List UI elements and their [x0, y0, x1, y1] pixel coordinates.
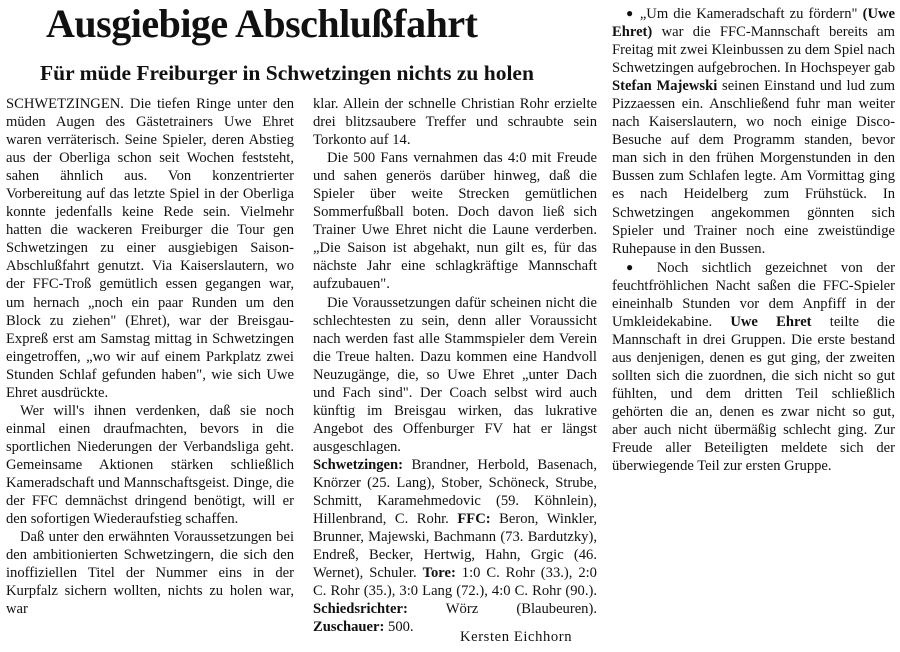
- referee-label: Schiedsrichter:: [313, 601, 408, 618]
- paragraph: Daß unter den erwähnten Voraussetzungen bei den ambitionierten Schwetzingern, die sich den inoffiziellen Titel der Nummer eins in der Kurpfalz sichern wollten, nichts zu holen war, war: [6, 529, 294, 618]
- spectators-label: Zuschauer:: [313, 619, 385, 636]
- sidebar-paragraph: [612, 4, 895, 258]
- referee: Wörz (Blaubeuren).: [445, 601, 597, 618]
- paragraph-continued: klar. Allein der schnelle Christian Rohr erzielte drei blitzsaubere Treffer und schraubte sein Torkonto auf 14.: [313, 96, 597, 149]
- match-facts: [313, 456, 597, 636]
- bullet-icon: ●: [626, 6, 635, 20]
- paragraph: Wer will's ihnen verdenken, daß sie noch einmal einen draufmachten, bevors in die sportlichen Niederungen der Verbandsliga geht. Gemeinsame Aktionen stärken schließlich Kameradschaft und Mannschaftsgeist. Dinge, die der FFC demnächst dringend benötigt, will er den sofortigen Wiederaufstieg schaffen.: [6, 402, 294, 528]
- article-column-3-sidebar: [612, 4, 895, 475]
- lineup-away: Beron, Winkler, Brunner, Majewski, Bachmann (73. Bardutzky), Endreß, Becker, Hertwig, Hahn, Grgic (46. Wernet), Schuler.: [313, 511, 597, 582]
- article-subheadline: Für müde Freiburger in Schwetzingen nichts zu holen: [40, 61, 534, 85]
- sidebar-text: teilte die Mannschaft in drei Gruppen. Die erste bestand aus denjenigen, denen es gut ging, der zweiten sollten sich die zuordnen, die sich nicht so gut fühlten, und dem dritten Teil schließlich gehörten die an, denen es zwar nicht so gut, aber auch nicht übermäßig schlecht ging. Zur Freude aller Beteiligten meldete sich der überwiegende Teil zur ersten Gruppe.: [612, 313, 895, 475]
- sidebar-text: war die FFC-Mannschaft bereits am Freitag mit zwei Kleinbussen zu dem Spiel nach Schwetzingen aufgebrochen. In Hochspeyer gab: [612, 24, 896, 77]
- sidebar-text: seinen Einstand und lud zum Pizzaessen ein. Anschließend fuhr man weiter nach Kaiserslautern, wo noch einige Disco-Besuche auf dem Programm standen, bevor man sich in den frühen Morgenstunden in den Bussen zum Schlafen legte. Am Vormittag ging es nach Heidelberg zum Frühstück. In Schwetzingen angekommen gönnten sich Spieler und Trainer noch eine zweistündige Ruhepause in den Bussen.: [612, 78, 895, 257]
- sidebar-text: Noch sichtlich gezeichnet von der feuchtfröhlichen Nacht saßen die FFC-Spieler eineinhalb Stunden vor dem Anpfiff in der Umkleidekabine.: [612, 259, 895, 330]
- goals-label: Tore:: [422, 565, 456, 582]
- person-name: (Uwe Ehret): [612, 6, 895, 41]
- goals: 1:0 C. Rohr (33.), 2:0 C. Rohr (35.), 3:0 Lang (72.), 4:0 C. Rohr (90.).: [313, 565, 597, 600]
- bullet-icon: ●: [626, 259, 644, 274]
- article-column-2: [313, 95, 597, 636]
- lineup-label-away: FFC:: [457, 511, 491, 528]
- article-headline: Ausgiebige Abschlußfahrt: [46, 1, 478, 46]
- quote: „Um die Kameradschaft zu fördern": [639, 6, 858, 22]
- paragraph: Die Voraussetzungen dafür scheinen nicht die schlechtesten zu sein, denn aller Voraussicht nach werden fast alle Stammspieler dem Verein die Treue halten. Dazu kommen eine Handvoll Neuzugänge, die, so Uwe Ehret „unter Dach und Fach sind". Der Coach selbst wird auch künftig im Breisgau wirken, das lukrative Angebot des Offenburger FV hat er längst ausgeschlagen.: [313, 294, 597, 455]
- paragraph: Die 500 Fans vernahmen das 4:0 mit Freude und sahen generös darüber hinweg, daß die Spieler über weite Strecken gemütlichen Sommerfußball boten. Doch davon ließ sich Trainer Uwe Ehret nicht die Laune verderben. „Die Saison ist abgehakt, nun gilt es, für das nächste Jahr eine schlagkräftige Mannschaft aufzubauen".: [313, 150, 597, 293]
- person-name: Uwe Ehret: [730, 313, 812, 330]
- author-byline: Kersten Eichhorn: [460, 629, 573, 645]
- article-column-1: [6, 95, 294, 618]
- spectators: 500.: [388, 619, 414, 636]
- sidebar-paragraph: [612, 258, 895, 476]
- person-name: Stefan Majewski: [612, 78, 718, 95]
- lineup-home: Brandner, Herbold, Basenach, Knörzer (25. Lang), Stober, Schöneck, Strube, Schmitt, Karamehmedovic (59. Köhnlein), Hillenbrand, C. Rohr.: [313, 456, 597, 528]
- paragraph-intro: SCHWETZINGEN. Die tiefen Ringe unter den müden Augen des Gästetrainers Uwe Ehret waren verräterisch. Seine Spieler, deren Abstieg aus der Oberliga schon seit Wochen feststeht, sahen ähnlich aus. Von konzentrierter Vorbereitung auf das letzte Spiel in der Oberliga konnte jedenfalls keine Rede sein. Vielmehr hatten die wackeren Freiburger die Tour gen Schwetzingen zu einer ausgiebigen Saison-Abschlußfahrt genutzt. Via Kaiserslautern, wo der FFC-Troß gemütlich essen gegangen war, um hernach „noch ein paar Runden um den Block zu ziehen" (Ehret), war der Breisgau-Expreß erst am Samstag mittag in Schwetzingen eingetroffen, „wo wir auf einem Parkplatz zwei Stunden Schlaf gefunden haben", wie sich Uwe Ehret ausdrückte.: [6, 96, 294, 401]
- lineup-label-home: Schwetzingen:: [313, 456, 403, 473]
